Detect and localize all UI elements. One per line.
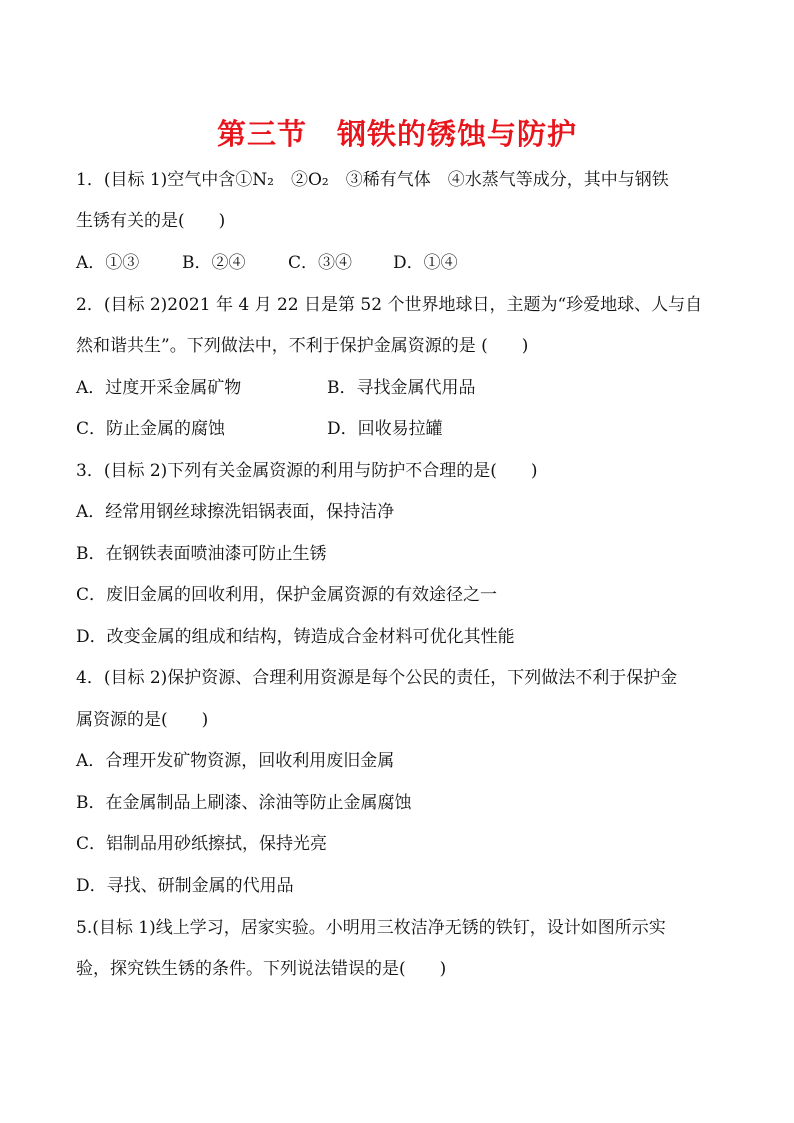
q4-option-b: B．在金属制品上刷漆、涂油等防止金属腐蚀 (76, 793, 412, 813)
q3-option-c: C．废旧金属的回收利用，保护金属资源的有效途径之一 (76, 585, 498, 605)
q3-option-d: D．改变金属的组成和结构，铸造成合金材料可优化其性能 (76, 627, 515, 647)
q4-option-d: D．寻找、研制金属的代用品 (76, 876, 294, 896)
q2-stem-line-2: 然和谐共生”。下列做法中，不利于保护金属资源的是 ( ) (76, 336, 529, 356)
q3-option-a: A．经常用钢丝球擦洗铝锅表面，保持洁净 (76, 502, 395, 522)
q1-stem-line-2: 生锈有关的是( ) (76, 211, 226, 231)
q4-option-c: C．铝制品用砂纸擦拭，保持光亮 (76, 834, 328, 854)
page-title: 第三节 钢铁的锈蚀与防护 (216, 117, 577, 151)
q4-stem-line-1: 4．(目标 2)保护资源、合理利用资源是每个公民的责任，下列做法不利于保护金 (76, 668, 678, 688)
q1-stem-line-1: 1．(目标 1)空气中含①N₂ ②O₂ ③稀有气体 ④水蒸气等成分，其中与钢铁 (76, 170, 669, 190)
q5-stem-line-2: 验，探究铁生锈的条件。下列说法错误的是( ) (76, 959, 447, 979)
q2-option-b: B．寻找金属代用品 (327, 378, 476, 398)
q4-option-a: A．合理开发矿物资源，回收利用废旧金属 (76, 751, 395, 771)
q1-option-a: A．①③ (76, 253, 140, 273)
q1-option-c: C．③④ (288, 253, 353, 273)
q2-option-d: D．回收易拉罐 (327, 419, 443, 439)
q3-option-b: B．在钢铁表面喷油漆可防止生锈 (76, 544, 327, 564)
q5-stem-line-1: 5.(目标 1)线上学习，居家实验。小明用三枚洁净无锈的铁钉，设计如图所示实 (76, 918, 666, 938)
q2-option-a: A．过度开采金属矿物 (76, 378, 242, 398)
q1-option-b: B．②④ (182, 253, 246, 273)
q4-stem-line-2: 属资源的是( ) (76, 710, 209, 730)
q1-option-d: D．①④ (393, 253, 458, 273)
q2-stem-line-1: 2．(目标 2)2021 年 4 月 22 日是第 52 个世界地球日，主题为“珍爱地球、人与自 (76, 295, 703, 315)
q2-option-c: C．防止金属的腐蚀 (76, 419, 226, 439)
q3-stem-line-1: 3．(目标 2)下列有关金属资源的利用与防护不合理的是( ) (76, 461, 538, 481)
